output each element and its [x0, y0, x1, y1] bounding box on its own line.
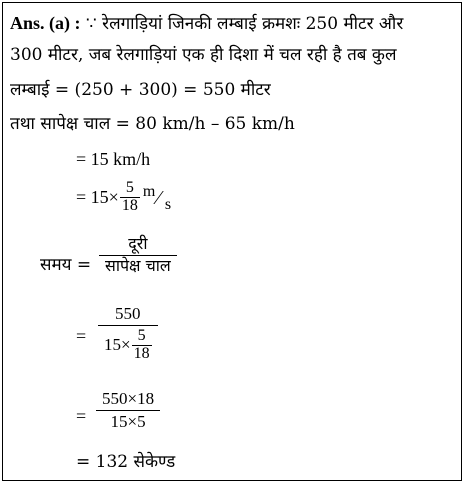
speed-conversion-fraction: [120, 180, 140, 215]
time-formula-den: सापेक्ष चाल: [105, 255, 171, 275]
step1-den-num: 5: [137, 327, 146, 345]
answer-line-1-text: ∵ रेलगाड़ियां जिनकी लम्बाई क्रमशः 250 मीटर और: [85, 14, 404, 34]
answer-line-4: तथा सापेक्ष चाल = 80 km/h – 65 km/h: [10, 114, 295, 134]
step1-fraction: [98, 305, 158, 363]
answer-line-6: [76, 180, 177, 215]
unit-s: s: [164, 196, 172, 214]
step2-eq: =: [76, 406, 87, 426]
step1-den-den: 18: [133, 344, 150, 362]
step2-den: 15×5: [110, 412, 146, 432]
unit-m: m: [142, 183, 156, 201]
step1-den-fraction: [132, 328, 152, 363]
step1-eq: =: [76, 326, 87, 346]
time-formula-num: दूरी: [128, 234, 148, 253]
time-formula-lhs: समय =: [40, 255, 92, 275]
answer-line-1: [10, 14, 403, 33]
step1-num: 550: [115, 304, 141, 323]
speed-conversion-num: 5: [125, 179, 134, 196]
step2-num: 550×18: [102, 389, 155, 408]
speed-conversion-prefix: = 15×: [76, 187, 119, 208]
answer-box: [2, 2, 462, 481]
unit-m-per-s: [143, 182, 177, 212]
answer-line-5: = 15 km/h: [76, 149, 151, 169]
answer-line-2: 300 मीटर, जब रेलगाड़ियां एक ही दिशा में चल रही है तब कुल: [10, 45, 397, 65]
time-formula-fraction: [99, 236, 177, 275]
unit-slash: ⁄: [156, 187, 161, 210]
answer-label: Ans. (a) :: [10, 13, 81, 33]
step1-den-prefix: 15×: [104, 335, 131, 355]
answer-line-3: लम्बाई = (250 + 300) = 550 मीटर: [10, 80, 271, 100]
speed-conversion-den: 18: [121, 196, 138, 214]
step1-den: [98, 326, 158, 363]
result-line: = 132 सेकेण्ड: [76, 452, 176, 472]
step2-fraction: [96, 390, 160, 431]
